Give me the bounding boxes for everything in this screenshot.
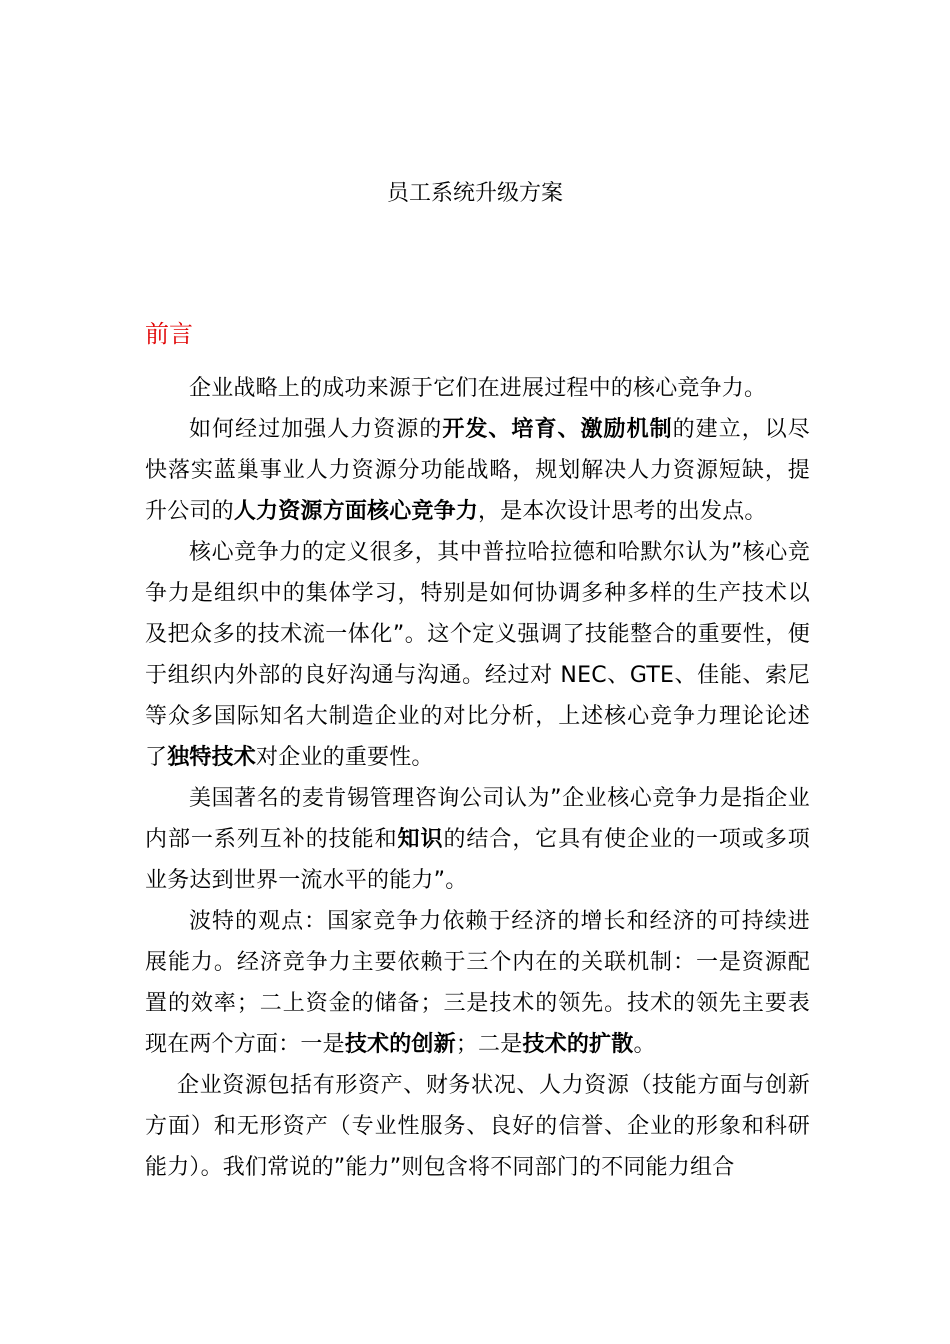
bold-text: 技术的创新 [344,1032,456,1057]
paragraph [145,532,810,778]
text-run: 的建立，以尽快落实蓝巢事业人力资源分功能战略，规划解决人力资源短缺，提升公司的 [145,417,811,524]
paragraph [145,1065,810,1188]
bold-text: 人力资源方面核心竞争力 [233,499,479,524]
text-run: 美国著名的麦肯锡管理咨询公司认为”企业核心竞争力是指企业内部一系列互补的技能和 [145,786,810,852]
section-heading-preface: 前言 [145,320,193,348]
document-body [145,368,810,1188]
text-run: 企业战略上的成功来源于它们在进展过程中的核心竞争力。 [189,376,767,401]
paragraph [145,778,810,901]
paragraph [145,368,810,409]
document-title: 员工系统升级方案 [386,181,563,206]
text-run: 如何经过加强人力资源的 [189,417,443,442]
text-run: 。 [633,1032,656,1057]
paragraph [145,409,810,532]
text-run: 波特的观点：国家竞争力依赖于经济的增长和经济的可持续进展能力。经济竞争力主要依赖于三个内在的关联机制：一是资源配置的效率；二上资金的储备；三是技术的领先。技术的领先主要表现在两个方面：一是 [145,909,810,1057]
text-run: 的结合，它具有使企业的一项或多项业务达到世界一流水平的能力”。 [145,827,811,893]
text-run: ；二是 [455,1032,523,1057]
paragraph [145,901,810,1065]
bold-text: 技术的扩散 [522,1032,634,1057]
text-run: ，是本次设计思考的出发点。 [478,499,767,524]
text-run: 企业资源包括有形资产、财务状况、人力资源（技能方面与创新方面）和无形资产（专业性服务、良好的信誉、企业的形象和科研能力）。我们常说的”能力”则包含将不同部门的不同能力组合 [145,1073,810,1180]
bold-text: 开发、培育、激励机制 [442,417,673,442]
text-run: 核心竞争力的定义很多，其中普拉哈拉德和哈默尔认为”核心竞争力是组织中的集体学习，特别是如何协调多种多样的生产技术以及把众多的技术流一体化”。这个定义强调了技能整合的重要性，便于组织内外部的良好沟通与沟通。经过对 NEC、GTE、佳能、索尼等众多国际知名大制造企业的对比分析，上述核心竞争力理论论述了 [145,540,810,770]
text-run: 对企业的重要性。 [256,745,434,770]
bold-text: 知识 [397,827,444,852]
bold-text: 独特技术 [167,745,257,770]
